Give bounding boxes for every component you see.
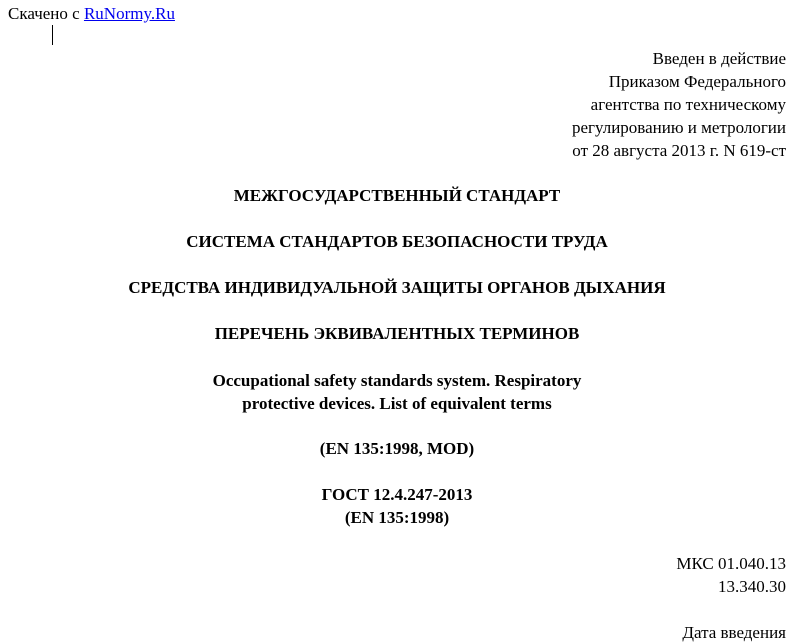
equivalence-note: (EN 135:1998, MOD) — [319, 439, 475, 458]
intro-date-label: Дата введения — [682, 623, 786, 642]
english-title — [0, 369, 794, 415]
gost-number: ГОСТ 12.4.247-2013 — [321, 485, 473, 504]
english-title-line: protective devices. List of equivalent terms — [242, 394, 552, 413]
terms-list-heading: ПЕРЕЧЕНЬ ЭКВИВАЛЕНТНЫХ ТЕРМИНОВ — [214, 324, 580, 343]
mks-codes — [676, 552, 786, 598]
english-title-line: Occupational safety standards system. Respiratory — [212, 371, 582, 390]
en-number: (EN 135:1998) — [344, 508, 450, 527]
enactment-block — [572, 47, 786, 162]
enactment-line: агентства по техническому — [590, 95, 786, 114]
enactment-line: Приказом Федерального — [608, 72, 786, 91]
interstate-standard-heading: МЕЖГОСУДАРСТВЕННЫЙ СТАНДАРТ — [233, 186, 561, 205]
text-cursor — [52, 25, 53, 45]
source-prefix: Скачено с — [8, 4, 84, 23]
enactment-line: регулированию и метрологии — [571, 118, 786, 137]
standard-designation — [0, 483, 794, 529]
enactment-line: Введен в действие — [652, 49, 786, 68]
system-heading: СИСТЕМА СТАНДАРТОВ БЕЗОПАСНОСТИ ТРУДА — [186, 232, 608, 251]
mks-code-line: 13.340.30 — [718, 577, 786, 596]
devices-heading: СРЕДСТВА ИНДИВИДУАЛЬНОЙ ЗАЩИТЫ ОРГАНОВ ДЫХАНИЯ — [128, 278, 666, 297]
enactment-line: от 28 августа 2013 г. N 619-ст — [572, 141, 786, 160]
source-line — [8, 2, 175, 25]
mks-code-line: МКС 01.040.13 — [676, 554, 786, 573]
source-link[interactable]: RuNormy.Ru — [83, 4, 175, 23]
